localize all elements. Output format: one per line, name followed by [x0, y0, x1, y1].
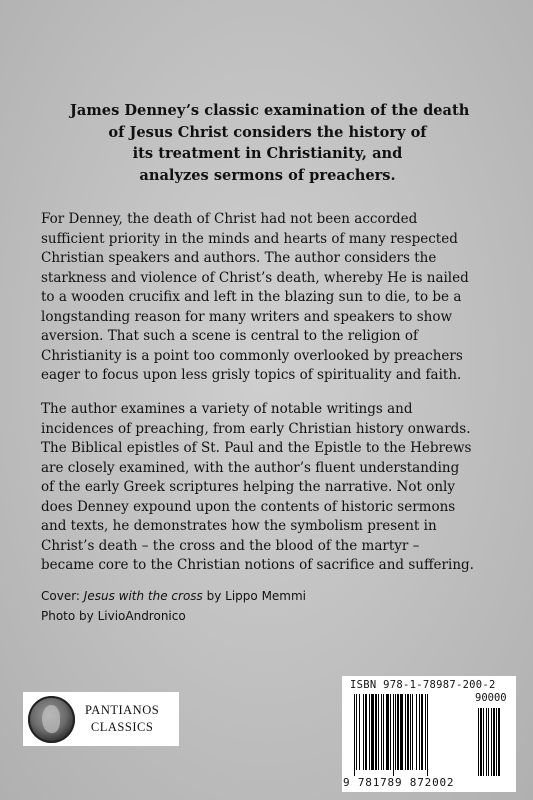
barcode-bar: [381, 694, 382, 770]
barcode-bar: [363, 694, 364, 770]
paragraph-line: incidences of preaching, from early Christian history onwards.: [41, 420, 471, 437]
barcode-bar: [369, 694, 370, 770]
paragraph-line: The Biblical epistles of St. Paul and the Epistle to the Hebrews: [41, 440, 472, 456]
barcode-bar: [407, 694, 409, 770]
barcode-bar: [390, 694, 391, 770]
paragraph-line: to a wooden crucifix and left in the blazing sun to die, to be a: [41, 289, 462, 305]
barcode-bar: [421, 694, 423, 770]
publisher-name-line1: PANTIANOS: [85, 703, 160, 717]
barcode-bar: [393, 694, 394, 776]
intro-line: its treatment in Christianity, and: [132, 145, 403, 163]
addon-bar: [486, 708, 487, 776]
addon-bar: [491, 708, 492, 776]
barcode-bar: [405, 694, 406, 770]
paragraph-line: are closely examined, with the author’s fluent understanding: [41, 459, 460, 476]
publisher-name: [85, 702, 159, 736]
barcode-bar: [365, 694, 367, 770]
addon-bar: [483, 708, 484, 776]
barcode-bar: [427, 694, 428, 776]
barcode-bar: [395, 694, 396, 770]
paragraph-line: Christian speakers and authors. The author considers the: [41, 250, 437, 266]
description-paragraph-1: [41, 210, 511, 386]
barcode-bar: [378, 694, 379, 770]
paragraph-line: starkness and violence of Christ’s death, whereby He is nailed: [41, 269, 469, 286]
addon-bar: [480, 708, 482, 776]
addon-bar: [478, 708, 479, 776]
barcode-bar: [359, 694, 360, 770]
publisher-logo: [23, 692, 179, 746]
paragraph-line: The author examines a variety of notable writings and: [41, 401, 413, 417]
cover-artwork-title: Jesus with the cross: [83, 589, 203, 603]
barcode-bar: [375, 694, 377, 770]
photo-credit: Photo by LivioAndronico: [41, 608, 186, 623]
isbn-label: ISBN 978-1-78987-200-2: [350, 679, 496, 691]
isbn-barcode: [342, 676, 516, 792]
barcode-bars: [350, 694, 510, 778]
paragraph-line: Christianity is a point too commonly overlooked by preachers: [41, 347, 463, 364]
price-addon-number: 90000: [475, 692, 507, 704]
paragraph-line: aversion. That such a scene is central to the religion of: [41, 328, 419, 344]
paragraph-line: does Denney expound upon the contents of historic sermons: [41, 498, 456, 515]
paragraph-line: For Denney, the death of Christ had not been accorded: [41, 211, 418, 227]
addon-bar: [496, 708, 497, 776]
cover-credit-prefix: Cover:: [41, 589, 84, 603]
intro-line: of Jesus Christ considers the history of: [108, 123, 427, 141]
intro-blurb: [70, 100, 470, 186]
paragraph-line: longstanding reason for many writers and speakers to show: [41, 308, 453, 325]
cover-credit-artist: by Lippo Memmi: [202, 589, 307, 603]
barcode-bar: [419, 694, 420, 770]
publisher-name-line2: CLASSICS: [90, 720, 154, 734]
barcode-bar: [356, 694, 357, 770]
paragraph-line: Christ’s death – the cross and the blood of the martyr –: [41, 537, 420, 554]
image-credits: [41, 587, 306, 626]
barcode-bar: [425, 694, 426, 770]
intro-line: James Denney’s classic examination of the death: [70, 102, 470, 119]
paragraph-line: became core to the Christian notions of sacrifice and suffering.: [41, 557, 474, 573]
barcode-bar: [386, 694, 389, 770]
ean-number: 9 781789 872002: [343, 776, 455, 789]
addon-bar: [488, 708, 489, 776]
barcode-bar: [410, 694, 411, 770]
paragraph-line: of the early Greek scriptures helping the narrative. Not only: [41, 479, 455, 495]
addon-bar: [498, 708, 500, 776]
barcode-bar: [371, 694, 374, 770]
paragraph-line: eager to focus upon less grisly topics of spirituality and faith.: [41, 367, 462, 383]
barcode-bar: [354, 694, 355, 776]
paragraph-line: sufficient priority in the minds and hearts of many respected: [41, 230, 458, 247]
barcode-bar: [383, 694, 384, 770]
paragraph-line: and texts, he demonstrates how the symbolism present in: [41, 518, 437, 534]
medallion-portrait-icon: [28, 696, 75, 743]
cover-credit: [41, 587, 306, 607]
barcode-bar: [416, 694, 417, 770]
barcode-bar: [412, 694, 413, 770]
barcode-bar: [400, 694, 403, 770]
barcode-bar: [397, 694, 399, 770]
intro-line: analyzes sermons of preachers.: [139, 166, 396, 184]
description-paragraph-2: [41, 400, 511, 576]
addon-bar: [493, 708, 495, 776]
